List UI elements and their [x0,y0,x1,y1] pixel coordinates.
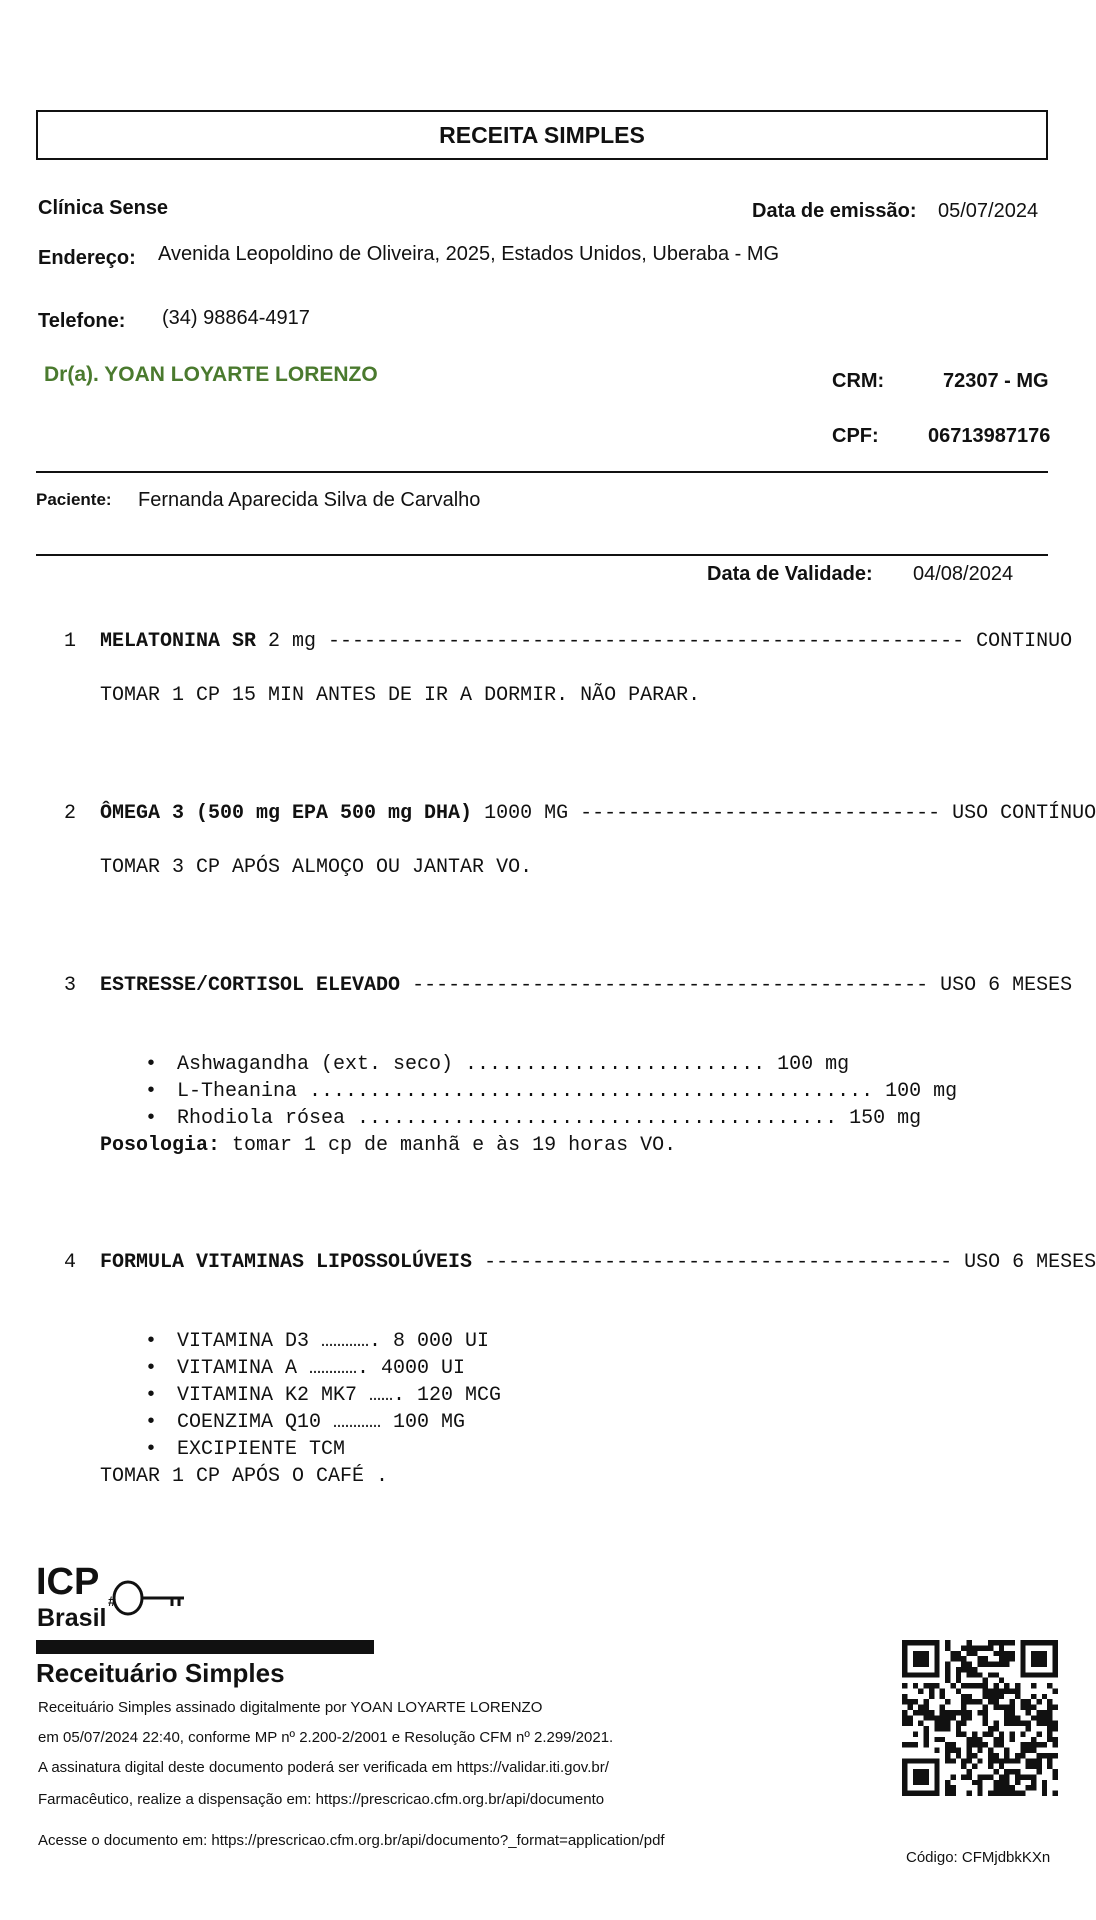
address-label: Endereço: [38,247,136,269]
patient-label: Paciente: [36,490,112,509]
logo-text-icp: ICP [36,1561,100,1603]
phone-label: Telefone: [38,310,126,332]
component-item: • Ashwagandha (ext. seco) ......................... 100 mg [177,1053,849,1076]
qr-code-label: Código: CFMjdbkKXn [906,1849,1051,1866]
item-number: 2 [64,802,77,825]
divider-bottom [36,554,1048,556]
footer-line: Acesse o documento em: https://prescricao.cfm.org.br/api/documento?_format=application/pdf [38,1832,665,1849]
qr-code [902,1640,1058,1796]
component-item: • Rhodiola rósea ........................................ 150 mg [177,1107,921,1130]
item-name: MELATONINA SR [100,630,257,653]
component-item: • EXCIPIENTE TCM [177,1438,345,1461]
validity-label: Data de Validade: [707,563,873,585]
component-item: • VITAMINA D3 …………. 8 000 UI [177,1330,489,1353]
item-number: 3 [64,974,77,997]
item-instruction: TOMAR 3 CP APÓS ALMOÇO OU JANTAR VO. [100,856,533,879]
clinic-phone: (34) 98864-4917 [162,307,310,329]
posology-text: tomar 1 cp de manhã e às 19 horas VO. [220,1134,677,1157]
item-dashes: ----------------------------------------------------- [328,630,977,653]
prescription-item-1 [100,630,1072,653]
icp-brasil-logo [36,1560,196,1636]
emission-date-label: Data de emissão: [752,200,917,222]
item-instruction: TOMAR 1 CP 15 MIN ANTES DE IR A DORMIR. NÃO PARAR. [100,684,701,707]
clinic-name: Clínica Sense [38,197,169,219]
posology [100,1134,676,1157]
doctor-name: Dr(a). YOAN LOYARTE LORENZO [44,363,378,386]
cpf-label: CPF: [832,425,879,447]
footer-line: em 05/07/2024 22:40, conforme MP nº 2.200-2/2001 e Resolução CFM nº 2.299/2021. [38,1729,614,1746]
item-dose: 1000 MG [472,802,581,825]
item-name: ESTRESSE/CORTISOL ELEVADO [100,974,401,997]
item-number: 1 [64,630,77,653]
footer-line: A assinatura digital deste documento poderá ser verificada em https://validar.iti.gov.br/ [38,1759,609,1776]
item-instruction: TOMAR 1 CP APÓS O CAFÉ . [100,1465,389,1488]
footer-title: Receituário Simples [36,1658,285,1688]
hash-icon: # [108,1593,116,1609]
cpf-value: 06713987176 [928,425,1051,447]
emission-date: 05/07/2024 [938,200,1039,222]
prescription-item-4 [100,1251,1096,1274]
footer-line: Receituário Simples assinado digitalmente por YOAN LOYARTE LORENZO [38,1699,543,1716]
posology-label: Posologia: [100,1134,221,1157]
item-usage: USO 6 MESES [940,974,1073,997]
item-name: FORMULA VITAMINAS LIPOSSOLÚVEIS [100,1251,473,1274]
item-dashes: ------------------------------------------- [400,974,941,997]
footer-bar [36,1640,374,1654]
component-item: • VITAMINA K2 MK7 ……. 120 MCG [177,1384,501,1407]
item-usage: CONTINUO [976,630,1073,653]
prescription-item-2 [100,802,1096,825]
patient-name: Fernanda Aparecida Silva de Carvalho [138,489,481,511]
document-title: RECEITA SIMPLES [36,110,1048,160]
item-usage: USO 6 MESES [964,1251,1096,1274]
key-icon [114,1582,184,1614]
crm-value: 72307 - MG [943,370,1049,392]
logo-text-brasil: Brasil [37,1604,107,1632]
item-dashes: --------------------------------------- [472,1251,965,1274]
footer-line: Farmacêutico, realize a dispensação em: https://prescricao.cfm.org.br/api/documento [38,1791,605,1808]
item-usage: USO CONTÍNUO [952,802,1096,825]
component-item: • COENZIMA Q10 ………… 100 MG [177,1411,465,1434]
item-name: ÔMEGA 3 (500 mg EPA 500 mg DHA) [100,802,473,825]
component-item: • VITAMINA A …………. 4000 UI [177,1357,465,1380]
item-dashes: ------------------------------ [580,802,953,825]
validity-date: 04/08/2024 [913,563,1014,585]
prescription-item-3 [100,974,1072,997]
crm-label: CRM: [832,370,885,392]
item-dose: 2 mg [256,630,329,653]
divider-top [36,471,1048,473]
component-item: • L-Theanina ............................................... 100 mg [177,1080,957,1103]
item-number: 4 [64,1251,77,1274]
clinic-address: Avenida Leopoldino de Oliveira, 2025, Estados Unidos, Uberaba - MG [158,243,780,265]
